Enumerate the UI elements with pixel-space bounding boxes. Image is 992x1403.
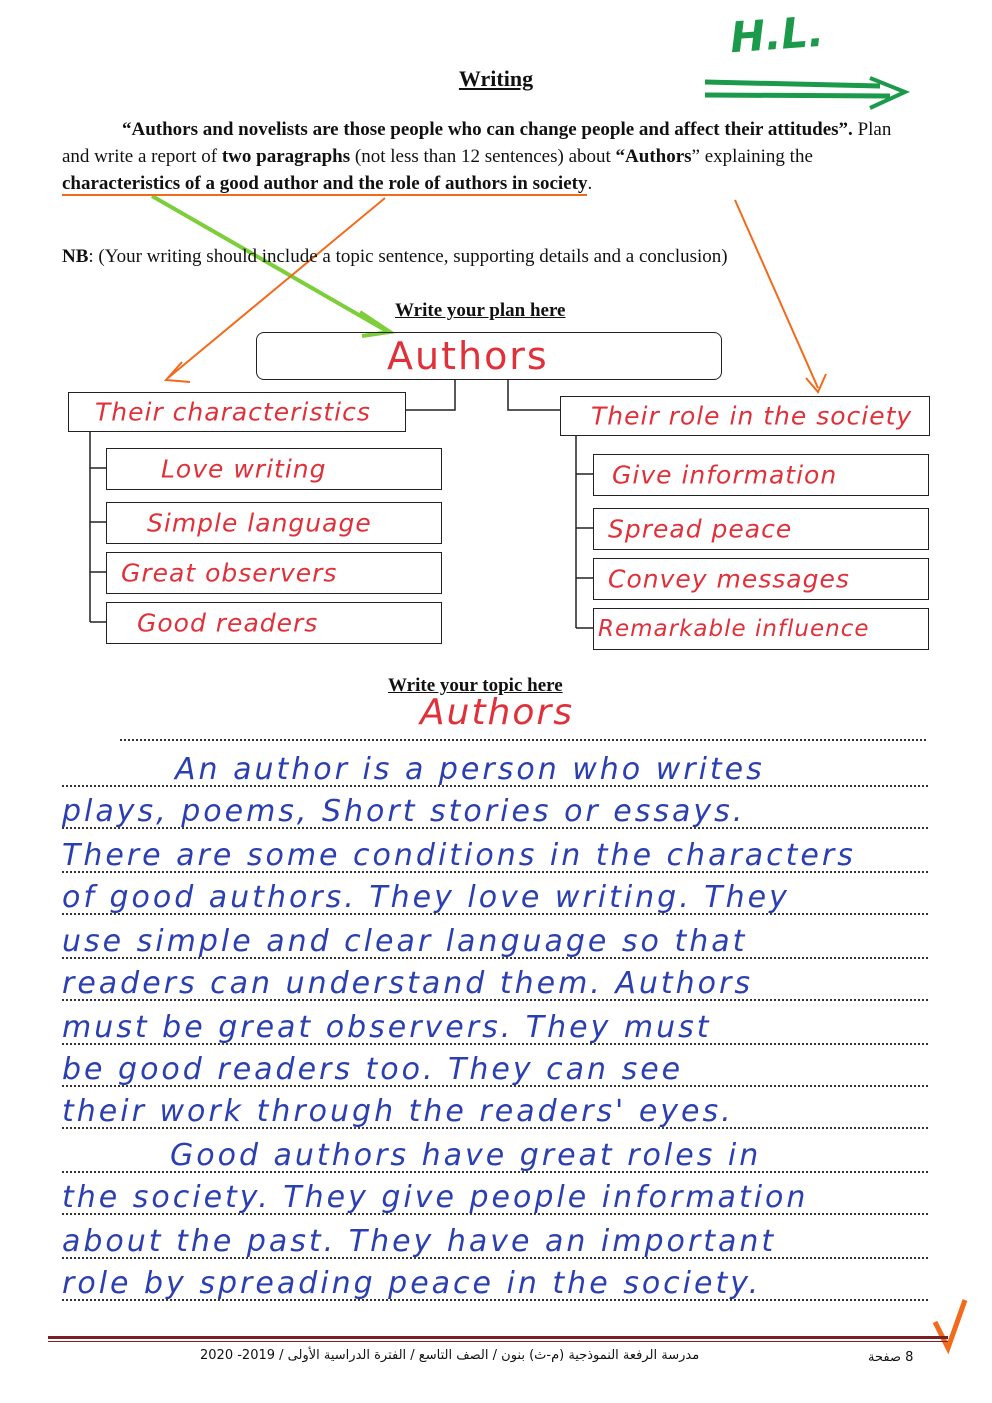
page-number: 8 صفحة [868,1350,914,1365]
plan-right-item-box [593,508,929,550]
dotted-line [62,1256,928,1259]
essay-line: plays, poems, Short stories or essays. [62,794,746,829]
prompt-quote: “Authors and novelists are those people who can change people and affect their attitudes”. [122,119,853,140]
teacher-mark: H.L. [728,6,826,63]
writing-prompt [62,116,912,197]
essay-line: readers can understand them. Authors [62,966,753,1001]
connector-left-branch [405,380,455,410]
dotted-line [62,826,928,829]
plan-left-item-box [106,552,442,594]
plan-root-box [256,332,722,380]
plan-left-item-box [106,502,442,544]
dotted-line [62,1298,928,1301]
orange-arrow-left-head [166,362,190,382]
essay-line: the society. They give people information [62,1180,809,1215]
plan-left-item-2: Simple language [147,508,372,538]
plan-left-item-4: Good readers [137,608,319,638]
prompt-bold-3: characteristics of a good author and the role of authors in society [62,173,588,194]
connector-right-items [576,436,593,628]
essay-line: about the past. They have an important [62,1224,777,1259]
essay-line: use simple and clear language so that [62,924,748,959]
dotted-line [62,912,928,915]
dotted-line [62,1042,928,1045]
plan-right-item-box [593,454,929,496]
essay-line: There are some conditions in the characters [62,838,856,873]
dotted-line [62,870,928,873]
footer-rule-thin [48,1341,948,1342]
plan-right-title: Their role in the society [591,401,913,431]
connector-right-branch [508,380,560,410]
essay-line: Good authors have great roles in [170,1138,762,1173]
plan-right-item-4: Remarkable influence [598,616,870,642]
nb-label: NB [62,246,89,267]
plan-right-item-box [593,558,929,600]
essay-line: of good authors. They love writing. They [62,880,790,915]
dotted-line [62,998,928,1001]
plan-left-title-box [68,392,406,432]
prompt-task-4: . [587,173,593,194]
footer-rule [48,1336,948,1339]
plan-root-label: Authors [387,334,549,378]
prompt-bold-2: “Authors [615,146,692,167]
dotted-line [62,1084,928,1087]
dotted-line [62,784,928,787]
topic-heading: Write your topic here [388,675,563,696]
dotted-line [62,1126,928,1129]
nb-text: : (Your writing should include a topic sentence, supporting details and a conclusion) [88,246,728,267]
prompt-bold-1: two paragraphs [221,146,351,167]
plan-right-item-box [593,608,929,650]
connector-left-items [90,432,106,622]
essay-line: role by spreading peace in the society. [62,1266,762,1301]
plan-left-item-1: Love writing [161,454,327,484]
plan-heading: Write your plan here [395,300,566,321]
plan-right-title-box [560,396,930,436]
dotted-line [62,1212,928,1215]
page-title: Writing [458,66,534,91]
topic-title: Authors [420,692,574,733]
orange-arrow-right [735,200,818,388]
topic-dotted-line [120,738,926,741]
plan-left-item-box [106,602,442,644]
essay-line: must be great observers. They must [62,1010,712,1045]
plan-left-item-3: Great observers [121,558,338,588]
plan-right-item-3: Convey messages [608,564,850,594]
dotted-line [62,956,928,959]
plan-right-item-2: Spread peace [608,514,793,544]
prompt-task-1: Plan and write a report of [62,119,892,167]
essay-line: be good readers too. They can see [62,1052,684,1087]
footer-school-info: مدرسة الرفعة النموذجية (م-ث) بنون / الصف التاسع / الفترة الدراسية الأولى / 2019- 2020 [200,1348,700,1363]
essay-line: An author is a person who writes [175,752,765,787]
essay-line: their work through the readers' eyes. [62,1094,734,1129]
plan-right-item-1: Give information [612,460,838,490]
plan-left-item-box [106,448,442,490]
prompt-task-2: (not less than 12 sentences) about [350,146,616,167]
nb-note [62,246,728,268]
prompt-task-3: ” explaining the [691,146,813,167]
plan-left-title: Their characteristics [95,397,371,427]
dotted-line [62,1170,928,1173]
